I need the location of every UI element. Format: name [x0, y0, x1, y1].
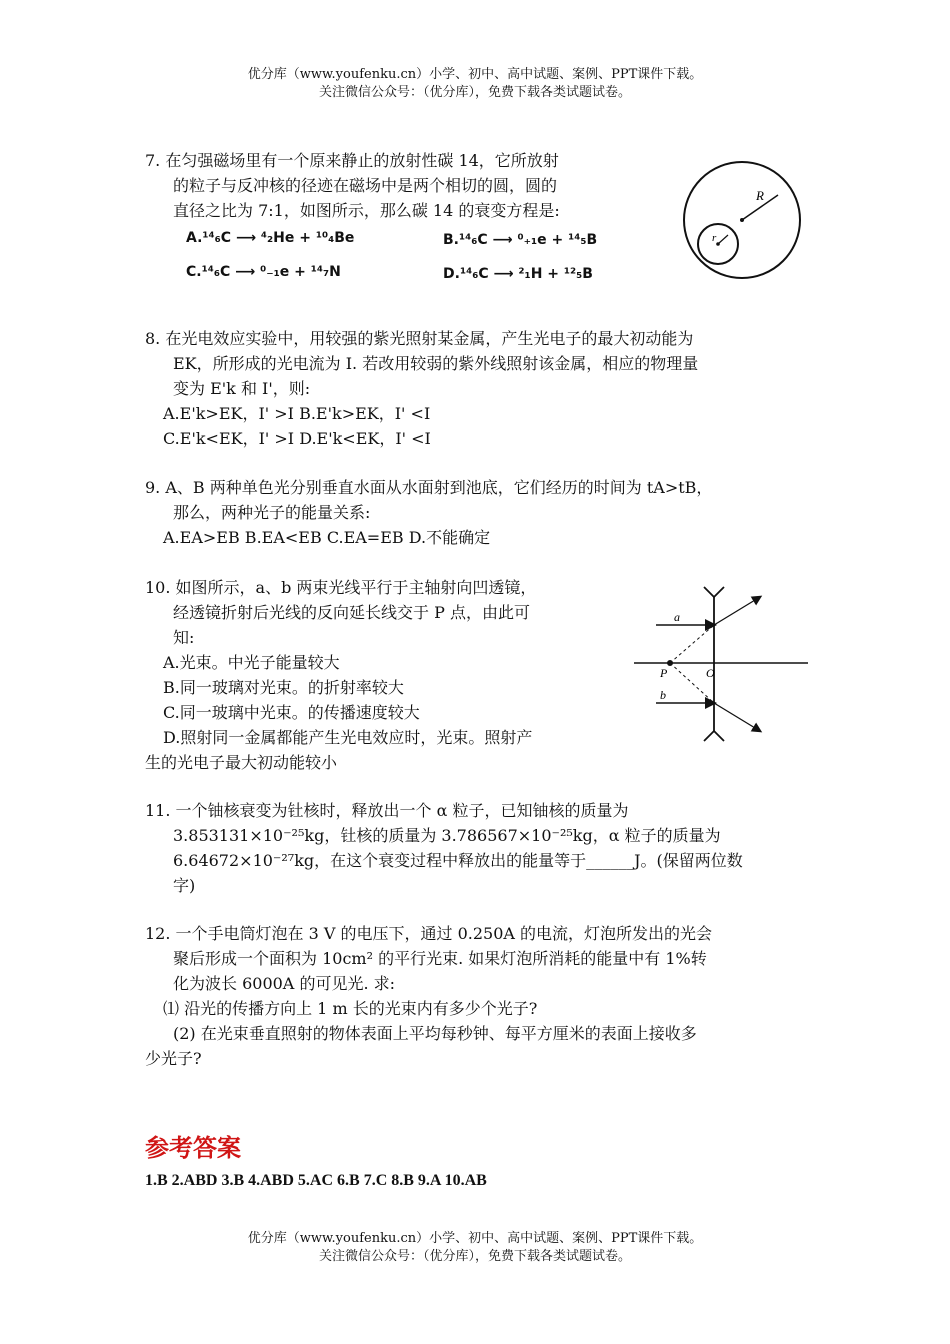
q8-line-2: EK，所形成的光电流为 I. 若改用较弱的紫外线照射该金属，相应的物理量 — [173, 354, 699, 373]
footer-line-2: 关注微信公众号：（优分库），免费下载各类试题试卷。 — [318, 1249, 631, 1264]
q12-part-2: (2) 在光束垂直照射的物体表面上平均每秒钟、每平方厘米的表面上接收多 — [173, 1024, 697, 1043]
question-8 — [145, 326, 815, 451]
q8-options-ab: A.E'k>EK，I' >I B.E'k>EK，I' <I — [163, 404, 431, 423]
question-11 — [145, 798, 815, 898]
q7-option-c: C.¹⁴₆C ⟶ ⁰₋₁e + ¹⁴₇N — [186, 264, 341, 280]
question-7 — [145, 148, 665, 223]
q12-line-3: 化为波长 6000A 的可见光. 求: — [173, 974, 396, 993]
q10-line-3: 知: — [173, 628, 195, 647]
q10-line-2: 经透镜折射后光线的反向延长线交于 P 点，由此可 — [173, 603, 530, 622]
q8-line-1: 8. 在光电效应实验中，用较强的紫光照射某金属，产生光电子的最大初动能为 — [145, 329, 694, 348]
page-header — [0, 66, 950, 102]
header-line-1: 优分库（www.youfenku.cn）小学、初中、高中试题、案例、PPT课件下载。 — [247, 67, 703, 82]
page-footer — [0, 1230, 950, 1266]
q12-line-1: 12. 一个手电筒灯泡在 3 V 的电压下，通过 0.250A 的电流，灯泡所发出的光会 — [145, 924, 713, 943]
q7-line-1: 7. 在匀强磁场里有一个原来静止的放射性碳 14，它所放射 — [145, 151, 559, 170]
question-10 — [145, 575, 625, 775]
label-R: R — [756, 188, 764, 203]
answers-line: 1.B 2.ABD 3.B 4.ABD 5.AC 6.B 7.C 8.B 9.A 10.AB — [145, 1172, 487, 1189]
label-b: b — [660, 688, 666, 702]
q10-option-a: A.光束。中光子能量较大 — [163, 653, 340, 672]
label-P: P — [660, 666, 668, 680]
q10-option-c: C.同一玻璃中光束。的传播速度较大 — [163, 703, 420, 722]
question-12 — [145, 921, 815, 1071]
q12-part-2-tail: 少光子? — [145, 1049, 202, 1068]
q10-lens-figure — [630, 585, 810, 745]
q9-line-1: 9. A、B 两种单色光分别垂直水面从水面射到池底，它们经历的时间为 tA>tB， — [145, 478, 713, 497]
label-a: a — [674, 610, 680, 624]
q7-line-3: 直径之比为 7:1，如图所示，那么碳 14 的衰变方程是: — [173, 201, 560, 220]
q10-option-d: D.照射同一金属都能产生光电效应时，光束。照射产 — [163, 728, 533, 747]
q11-line-1: 11. 一个铀核衰变为钍核时，释放出一个 α 粒子，已知铀核的质量为 — [145, 801, 629, 820]
q9-line-2: 那么，两种光子的能量关系: — [173, 503, 371, 522]
point-P — [667, 660, 673, 666]
q11-line-3: 6.64672×10⁻²⁷kg，在这个衰变过程中释放出的能量等于______J。(保留两位数 — [173, 851, 743, 870]
q7-option-d: D.¹⁴₆C ⟶ ²₁H + ¹²₅B — [443, 266, 593, 282]
q7-option-b: B.¹⁴₆C ⟶ ⁰₊₁e + ¹⁴₅B — [443, 232, 598, 248]
q11-line-2: 3.853131×10⁻²⁵kg，钍核的质量为 3.786567×10⁻²⁵kg，α 粒子的质量为 — [173, 826, 721, 845]
q10-option-b: B.同一玻璃对光束。的折射率较大 — [163, 678, 404, 697]
q7-circles-figure — [678, 155, 806, 285]
q7-line-2: 的粒子与反冲核的径迹在磁场中是两个相切的圆，圆的 — [173, 176, 558, 195]
label-r: r — [712, 232, 717, 244]
q9-options: A.EA>EB B.EA<EB C.EA=EB D.不能确定 — [163, 528, 491, 547]
q10-line-1: 10. 如图所示，a、b 两束光线平行于主轴射向凹透镜， — [145, 578, 537, 597]
q10-option-d-tail: 生的光电子最大初动能较小 — [145, 753, 338, 772]
footer-line-1: 优分库（www.youfenku.cn）小学、初中、高中试题、案例、PPT课件下载。 — [247, 1231, 703, 1246]
question-9 — [145, 475, 815, 550]
q11-line-4: 字) — [173, 876, 196, 895]
q8-line-3: 变为 E'k 和 I'，则: — [173, 379, 311, 398]
q12-line-2: 聚后形成一个面积为 10cm² 的平行光束. 如果灯泡所消耗的能量中有 1%转 — [173, 949, 707, 968]
header-line-2: 关注微信公众号：（优分库），免费下载各类试题试卷。 — [318, 85, 631, 100]
q12-part-1: ⑴ 沿光的传播方向上 1 m 长的光束内有多少个光子? — [163, 999, 538, 1018]
answers-title: 参考答案 — [145, 1134, 241, 1162]
q8-options-cd: C.E'k<EK，I' >I D.E'k<EK，I' <I — [163, 429, 431, 448]
label-O: O — [706, 666, 715, 680]
q7-option-a: A.¹⁴₆C ⟶ ⁴₂He + ¹⁰₄Be — [186, 230, 355, 246]
